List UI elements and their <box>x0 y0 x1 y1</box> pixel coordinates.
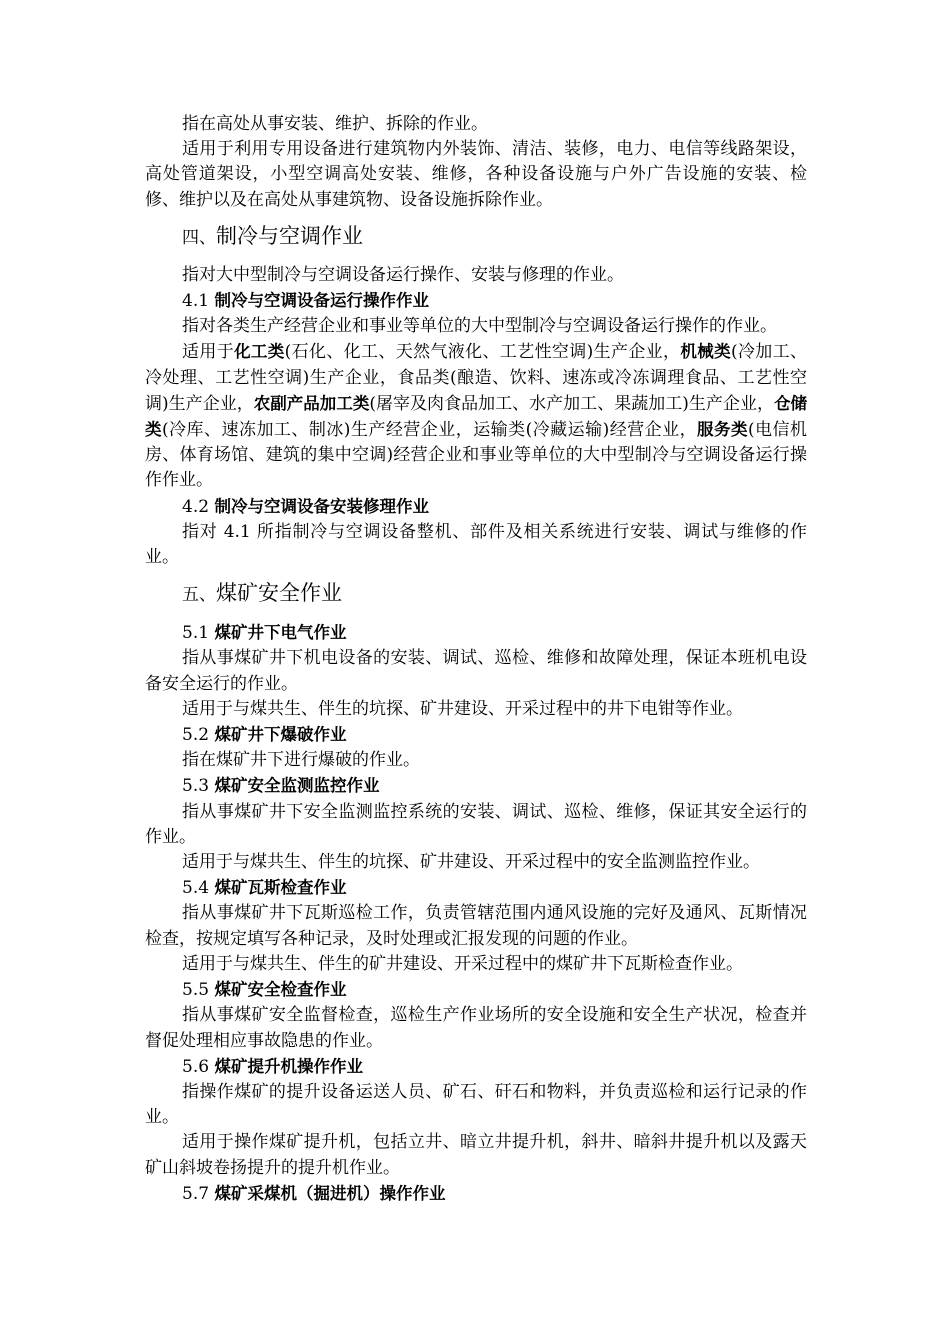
paragraph: 适用于利用专用设备进行建筑物内外装饰、清洁、装修，电力、电信等线路架设，高处管道架设，小型空调高处安装、维修，各种设备设施与户外广告设施的安装、检修、维护以及在高处从事建筑物、设备设施拆除作业。 <box>145 139 807 210</box>
paragraph: 指在煤矿井下进行爆破的作业。 <box>182 750 420 771</box>
section-title: 煤矿安全作业 <box>216 581 342 606</box>
subsection-title: 煤矿安全检查作业 <box>214 980 347 1000</box>
paragraph: 指对大中型制冷与空调设备运行操作、安装与修理的作业。 <box>182 264 624 285</box>
section-number: 四、 <box>182 227 216 248</box>
paragraph: 指从事煤矿安全监督检查，巡检生产作业场所的安全设施和安全生产状况，检查并督促处理相应事故隐患的作业。 <box>145 1005 807 1051</box>
subsection-heading-5-5 <box>145 977 807 1003</box>
subsection-number: 5.7 <box>182 1183 215 1204</box>
subsection-title: 煤矿安全监测监控作业 <box>214 776 380 796</box>
document-page <box>145 112 807 1207</box>
paragraph: 指从事煤矿井下安全监测监控系统的安装、调试、巡检、维修，保证其安全运行的作业。 <box>145 801 807 847</box>
subsection-number: 4.2 <box>182 496 215 517</box>
subsection-title: 制冷与空调设备安装修理作业 <box>214 496 429 516</box>
paragraph-applicability: 适用于化工类(石化、化工、天然气液化、工艺性空调)生产企业，机械类(冷加工、冷处理、工艺性空调)生产企业，食品类(酿造、饮料、速冻或冷冻调理食品、工艺性空调)生产企业，农副产品加工类(屠宰及肉食品加工、水产加工、果蔬加工)生产企业，仓储类(冷库、速冻加工、制冰)生产经营企业，运输类(冷藏运输)经营企业，服务类(电信机房、体育场馆、建筑的集中空调)经营企业和事业等单位的大中型制冷与空调设备运行操作作业。 <box>145 342 808 491</box>
subsection-heading-5-1 <box>145 620 807 646</box>
section-number: 五、 <box>182 585 216 606</box>
subsection-number: 5.3 <box>182 776 215 797</box>
section-title: 制冷与空调作业 <box>216 223 363 248</box>
paragraph: 适用于与煤共生、伴生的坑探、矿井建设、开采过程中的安全监测监控作业。 <box>182 852 760 873</box>
subsection-number: 5.4 <box>182 878 215 899</box>
section-heading-5 <box>145 578 807 610</box>
paragraph: 指操作煤矿的提升设备运送人员、矿石、矸石和物料，并负责巡检和运行记录的作业。 <box>145 1081 807 1128</box>
subsection-title: 制冷与空调设备运行操作作业 <box>214 291 429 311</box>
subsection-heading-5-7 <box>145 1181 807 1207</box>
paragraph: 指从事煤矿井下瓦斯巡检工作，负责管辖范围内通风设施的完好及通风、瓦斯情况检查，按规定填写各种记录，及时处理或汇报发现的问题的作业。 <box>145 903 807 949</box>
subsection-title: 煤矿井下爆破作业 <box>214 725 347 745</box>
subsection-title: 煤矿井下电气作业 <box>214 623 347 643</box>
subsection-title: 煤矿瓦斯检查作业 <box>214 878 347 898</box>
paragraph: 适用于与煤共生、伴生的坑探、矿井建设、开采过程中的井下电钳等作业。 <box>182 698 743 719</box>
paragraph: 指在高处从事安装、维护、拆除的作业。 <box>182 114 488 134</box>
subsection-heading-4-1 <box>145 288 807 314</box>
subsection-heading-5-2 <box>145 722 807 748</box>
paragraph: 指对 4.1 所指制冷与空调设备整机、部件及相关系统进行安装、调试与维修的作业。 <box>145 521 807 568</box>
paragraph: 指对各类生产经营企业和事业等单位的大中型制冷与空调设备运行操作的作业。 <box>182 316 777 337</box>
subsection-title: 煤矿采煤机（掘进机）操作作业 <box>214 1183 446 1203</box>
subsection-number: 5.1 <box>182 623 215 644</box>
paragraph: 适用于与煤共生、伴生的矿井建设、开采过程中的煤矿井下瓦斯检查作业。 <box>182 953 743 974</box>
subsection-heading-5-6 <box>145 1054 807 1080</box>
paragraph: 适用于操作煤矿提升机，包括立井、暗立井提升机，斜井、暗斜井提升机以及露天矿山斜坡卷扬提升的提升机作业。 <box>145 1132 807 1178</box>
subsection-title: 煤矿提升机操作作业 <box>214 1056 363 1076</box>
subsection-number: 5.6 <box>182 1056 215 1077</box>
subsection-heading-5-3 <box>145 773 807 799</box>
subsection-number: 4.1 <box>182 291 215 312</box>
subsection-heading-5-4 <box>145 875 807 901</box>
section-heading-4 <box>145 221 807 253</box>
subsection-number: 5.5 <box>182 980 215 1001</box>
paragraph: 指从事煤矿井下机电设备的安装、调试、巡检、维修和故障处理，保证本班机电设备安全运行的作业。 <box>145 648 807 694</box>
subsection-number: 5.2 <box>182 725 215 746</box>
subsection-heading-4-2 <box>145 494 807 520</box>
